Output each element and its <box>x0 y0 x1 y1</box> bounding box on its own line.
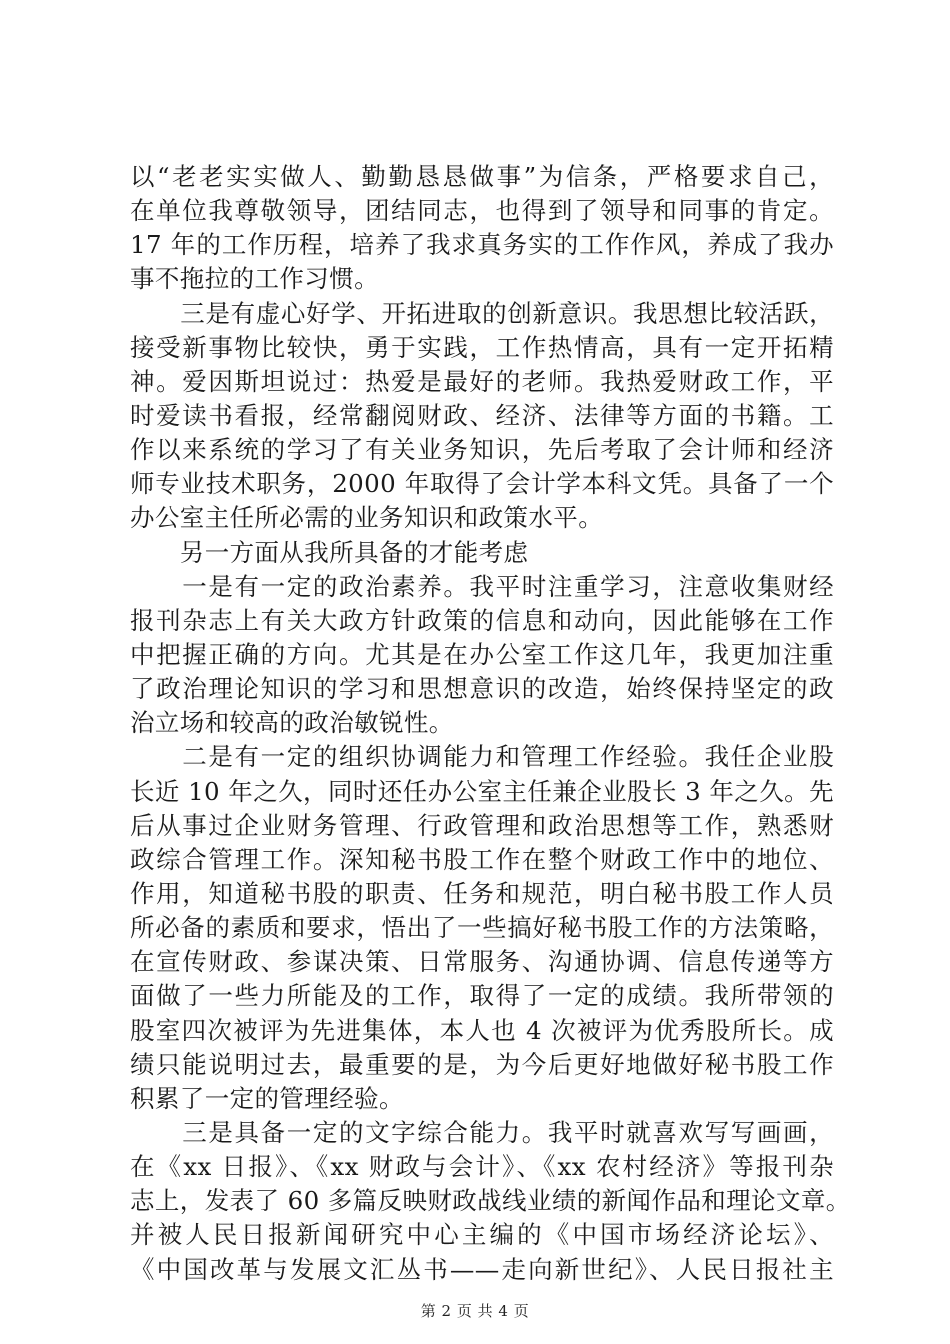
text-line: 时爱读书看报，经常翻阅财政、经济、法律等方面的书籍。工 <box>130 400 834 430</box>
text-line: 三是有虚心好学、开拓进取的创新意识。我思想比较活跃， <box>130 298 834 328</box>
text-line: 政综合管理工作。深知秘书股工作在整个财政工作中的地位、 <box>130 844 834 874</box>
text-line: 绩只能说明过去，最重要的是，为今后更好地做好秘书股工作 <box>130 1049 834 1079</box>
text-line: 以“老老实实做人、勤勤恳恳做事”为信条，严格要求自己， <box>130 162 834 191</box>
text-line: 志上，发表了 60 多篇反映财政战线业绩的新闻作品和理论文章。 <box>130 1186 851 1216</box>
page-footer: 第 2 页 共 4 页 <box>420 1302 530 1320</box>
text-line: 17 年的工作历程，培养了我求真务实的工作作风，养成了我办 <box>130 230 834 260</box>
text-line: 在《xx 日报》、《xx 财政与会计》、《xx 农村经济》等报刊杂 <box>130 1152 834 1182</box>
text-line: 二是有一定的组织协调能力和管理工作经验。我任企业股 <box>130 742 834 772</box>
text-line: 在宣传财政、参谋决策、日常服务、沟通协调、信息传递等方 <box>130 947 834 977</box>
text-line: 治立场和较高的政治敏锐性。 <box>130 708 454 738</box>
text-line: 在单位我尊敬领导，团结同志，也得到了领导和同事的肯定。 <box>130 196 834 226</box>
text-line: 股室四次被评为先进集体，本人也 4 次被评为优秀股所长。成 <box>130 1015 834 1045</box>
text-line: 并被人民日报新闻研究中心主编的《中国市场经济论坛》、 <box>130 1220 834 1250</box>
text-line: 接受新事物比较快，勇于实践，工作热情高，具有一定开拓精 <box>130 332 834 362</box>
text-line: 三是具备一定的文字综合能力。我平时就喜欢写写画画， <box>130 1117 834 1147</box>
text-line: 面做了一些力所能及的工作，取得了一定的成绩。我所带领的 <box>130 981 834 1011</box>
text-line: 另一方面从我所具备的才能考虑 <box>130 537 529 567</box>
text-line: 作用，知道秘书股的职责、任务和规范，明白秘书股工作人员 <box>130 878 834 908</box>
text-line: 事不拖拉的工作习惯。 <box>130 264 379 294</box>
text-line: 长近 10 年之久，同时还任办公室主任兼企业股长 3 年之久。先 <box>130 776 834 806</box>
text-line: 积累了一定的管理经验。 <box>130 1083 404 1113</box>
text-line: 《中国改革与发展文汇丛书——走向新世纪》、人民日报社主 <box>130 1254 834 1284</box>
text-line: 神。爱因斯坦说过：热爱是最好的老师。我热爱财政工作，平 <box>130 366 834 396</box>
text-line: 后从事过企业财务管理、行政管理和政治思想等工作，熟悉财 <box>130 810 834 840</box>
document-body <box>130 160 851 1287</box>
text-line: 师专业技术职务，2000 年取得了会计学本科文凭。具备了一个 <box>130 469 834 499</box>
text-line: 中把握正确的方向。尤其是在办公室工作这几年，我更加注重 <box>130 639 834 669</box>
text-line: 作以来系统的学习了有关业务知识，先后考取了会计师和经济 <box>130 435 834 465</box>
text-line: 一是有一定的政治素养。我平时注重学习，注意收集财经 <box>130 571 834 601</box>
text-line: 了政治理论知识的学习和思想意识的改造，始终保持坚定的政 <box>130 674 834 704</box>
text-line: 报刊杂志上有关大政方针政策的信息和动向，因此能够在工作 <box>130 605 834 635</box>
text-line: 办公室主任所必需的业务知识和政策水平。 <box>130 503 604 533</box>
text-line: 所必备的素质和要求，悟出了一些搞好秘书股工作的方法策略， <box>130 913 834 943</box>
